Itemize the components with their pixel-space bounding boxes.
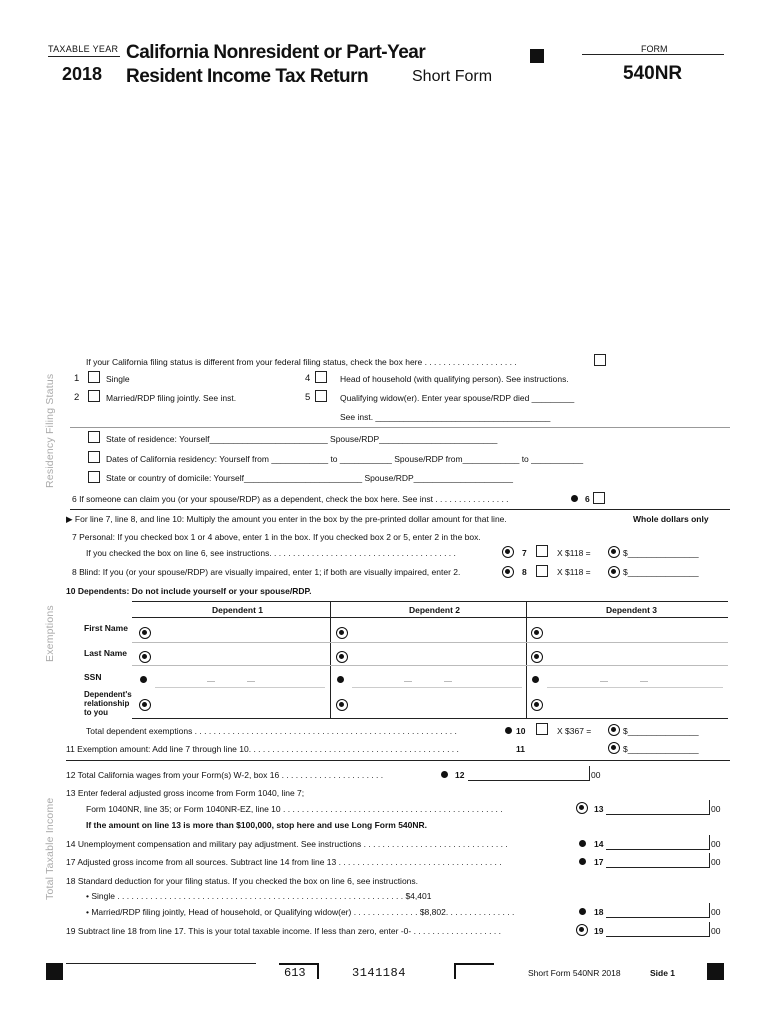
line12-amount-field[interactable] [468, 780, 590, 781]
line11-number: 11 [516, 744, 525, 754]
domicile-checkbox[interactable] [88, 471, 100, 483]
first-name-row[interactable] [132, 642, 728, 643]
line8-text: 8 Blind: If you (or your spouse/RDP) are visually impaired, enter 1; if both are visually impaired, enter 2. [72, 567, 461, 577]
line8-number: 8 [522, 567, 527, 577]
relationship-label: Dependent's relationship to you [84, 690, 132, 717]
line7-subtext: If you checked the box on line 6, see instructions. . . . . . . . . . . . . . . . . . . . . . . . . . . . . . . . . . . . . . . . [86, 548, 456, 558]
target-icon [608, 724, 620, 736]
bullet-icon [140, 676, 147, 683]
line19-cents: 00 [711, 926, 721, 936]
total-dependents-text: Total dependent exemptions . . . . . . . . . . . . . . . . . . . . . . . . . . . . . . . . . . . . . . . . . . . . . . . . . . . . . . . . [86, 726, 457, 736]
target-icon [139, 627, 151, 639]
line19-amount-field[interactable] [606, 936, 710, 937]
line13-warning: If the amount on line 13 is more than $100,000, stop here and use Long Form 540NR. [86, 820, 428, 830]
tax-year: 2018 [62, 64, 103, 84]
line10-amount-field[interactable]: $_______________ [623, 726, 699, 736]
line10-number: 10 [516, 726, 526, 736]
barcode-number: 3141184 [352, 966, 406, 980]
line17-number: 17 [594, 857, 604, 867]
target-icon [576, 802, 588, 814]
dependent3-ssn-field[interactable] [547, 687, 723, 688]
dependent2-ssn-field[interactable] [352, 687, 522, 688]
line8-amount-field[interactable]: $_______________ [623, 567, 699, 577]
line13-amount-field[interactable] [606, 814, 710, 815]
target-icon [576, 924, 588, 936]
footer-form-name: Short Form 540NR 2018 [528, 968, 621, 978]
line14-cents: 00 [711, 839, 721, 849]
form-code: 613 [284, 966, 306, 980]
line18-amount-field[interactable] [606, 917, 710, 918]
line19-number: 19 [594, 926, 604, 936]
line14-number: 14 [594, 839, 604, 849]
line11-amount-field[interactable]: $_______________ [623, 744, 699, 754]
filing-status-intro: If your California filing status is different from your federal filing status, check the box here . . . . . . . . . . . . . . . . . . . . [86, 357, 517, 367]
line8-multiplier: X $118 = [557, 567, 591, 577]
dependent1-ssn-field[interactable] [155, 687, 325, 688]
line13-text: 13 Enter federal adjusted gross income from Form 1040, line 7; [66, 788, 305, 798]
registration-mark [530, 49, 544, 63]
line10-heading: 10 Dependents: Do not include yourself or your spouse/RDP. [66, 586, 312, 596]
side-label-taxable-income: Total Taxable Income [44, 797, 56, 900]
state-of-residence-field[interactable]: State of residence: Yourself_________________________ Spouse/RDP_________________________ [106, 434, 498, 444]
taxable-year-label: TAXABLE YEAR [48, 44, 119, 54]
line5-number: 5 [305, 392, 311, 403]
line19-text: 19 Subtract line 18 from line 17. This is your total taxable income. If less than zero, enter -0- . . . . . . . . . . . . . . . . . . . [66, 926, 501, 936]
line17-text: 17 Adjusted gross income from all sources. Subtract line 14 from line 13 . . . . . . . . . . . . . . . . . . . . . . . . . . . . . . . . . . . [66, 857, 502, 867]
line17-amount-field[interactable] [606, 867, 710, 868]
line13-number: 13 [594, 804, 604, 814]
relationship-row[interactable] [132, 718, 728, 719]
see-instructions-field[interactable]: See inst. _____________________________________ [340, 412, 551, 422]
line18-text: 18 Standard deduction for your filing status. If you checked the box on line 6, see instructions. [66, 876, 419, 886]
side-label-exemptions: Exemptions [44, 605, 56, 662]
dependent2-header: Dependent 2 [409, 605, 461, 615]
head-of-household-label: Head of household (with qualifying person). See instructions. [340, 374, 569, 384]
line18-single: • Single . . . . . . . . . . . . . . . . . . . . . . . . . . . . . . . . . . . . . . . . . . . . . . . . . . . . . . . . . . . . . $4,401 [86, 891, 432, 901]
target-icon [502, 566, 514, 578]
target-icon [502, 546, 514, 558]
line11-text: 11 Exemption amount: Add line 7 through line 10. . . . . . . . . . . . . . . . . . . . . . . . . . . . . . . . . . . . . . . . . . . . . [66, 744, 459, 754]
line10-multiplier: X $367 = [557, 726, 592, 736]
line13-subtext: Form 1040NR, line 35; or Form 1040NR-EZ, line 10 . . . . . . . . . . . . . . . . . . . . . . . . . . . . . . . . . . . . . . . . . . . . . . . [86, 804, 503, 814]
dependent1-header: Dependent 1 [212, 605, 264, 615]
target-icon [608, 742, 620, 754]
bullet-icon [532, 676, 539, 683]
whole-dollars-label: Whole dollars only [633, 514, 709, 524]
exemption-instruction: ▶ For line 7, line 8, and line 10: Multiply the amount you enter in the box by the pre-printed dollar amount for that line. [66, 514, 507, 524]
line2-number: 2 [74, 392, 80, 403]
line18-number: 18 [594, 907, 604, 917]
residency-dates-field[interactable]: Dates of California residency: Yourself from ____________ to ___________ Spouse/RDP from____________ to ___________ [106, 454, 584, 464]
line8-count-box[interactable] [536, 565, 548, 577]
bullet-icon [579, 908, 586, 915]
target-icon [336, 651, 348, 663]
target-icon [608, 546, 620, 558]
state-of-residence-checkbox[interactable] [88, 431, 100, 443]
line7-count-box[interactable] [536, 545, 548, 557]
bullet-icon [579, 858, 586, 865]
line7-text: 7 Personal: If you checked box 1 or 4 above, enter 1 in the box. If you checked box 2 or 5, enter 2 in the box. [72, 532, 481, 542]
last-name-label: Last Name [84, 648, 127, 658]
residency-dates-checkbox[interactable] [88, 451, 100, 463]
line10-count-box[interactable] [536, 723, 548, 735]
target-icon [531, 627, 543, 639]
target-icon [139, 651, 151, 663]
line7-multiplier: X $118 = [557, 548, 591, 558]
line7-amount-field[interactable]: $_______________ [623, 548, 699, 558]
line14-amount-field[interactable] [606, 849, 710, 850]
line4-number: 4 [305, 373, 311, 384]
side-label-filing-status: Residency Filing Status [44, 373, 56, 488]
dependent-claim-checkbox[interactable] [593, 492, 605, 504]
line18-cents: 00 [711, 907, 721, 917]
form-label: FORM [641, 44, 668, 54]
form-title-line2: Resident Income Tax Return [126, 66, 369, 87]
line6-number: 6 [585, 494, 590, 504]
short-form-label: Short Form [412, 68, 493, 85]
bullet-icon [441, 771, 448, 778]
target-icon [531, 651, 543, 663]
line6-text: 6 If someone can claim you (or your spouse/RDP) as a dependent, check the box here. See inst . . . . . . . . . . . . . . . . [72, 494, 509, 504]
bullet-icon [337, 676, 344, 683]
bullet-icon [579, 840, 586, 847]
registration-mark [46, 963, 63, 980]
line17-cents: 00 [711, 857, 721, 867]
married-filing-jointly-checkbox[interactable] [88, 390, 100, 402]
target-icon [336, 627, 348, 639]
registration-mark [707, 963, 724, 980]
bullet-icon [571, 495, 578, 502]
footer-side: Side 1 [650, 968, 676, 978]
filing-status-differs-checkbox[interactable] [594, 354, 606, 366]
line14-text: 14 Unemployment compensation and military pay adjustment. See instructions . . . . . . . . . . . . . . . . . . . . . . . . . . . . . . . [66, 839, 508, 849]
married-filing-jointly-label: Married/RDP filing jointly. See inst. [106, 393, 237, 403]
qualifying-widow-checkbox[interactable] [315, 390, 327, 402]
first-name-label: First Name [84, 623, 128, 633]
line1-number: 1 [74, 373, 80, 384]
form-number: 540NR [623, 63, 683, 84]
line7-number: 7 [522, 548, 527, 558]
ssn-label: SSN [84, 672, 102, 682]
target-icon [139, 699, 151, 711]
head-of-household-checkbox[interactable] [315, 371, 327, 383]
target-icon [336, 699, 348, 711]
single-checkbox[interactable] [88, 371, 100, 383]
line13-cents: 00 [711, 804, 721, 814]
line12-text: 12 Total California wages from your Form(s) W-2, box 16 . . . . . . . . . . . . . . . . . . . . . . [66, 770, 384, 780]
line18-married: • Married/RDP filing jointly, Head of household, or Qualifying widow(er) . . . . . . . . . . . . . . $8,802. . . . . . . . . . . . . . . [86, 907, 515, 917]
form-title-line1: California Nonresident or Part-Year [126, 42, 426, 63]
target-icon [608, 566, 620, 578]
dependent3-header: Dependent 3 [606, 605, 658, 615]
qualifying-widow-label[interactable]: Qualifying widow(er). Enter year spouse/RDP died _________ [340, 393, 575, 403]
last-name-row[interactable] [132, 665, 728, 666]
single-label: Single [106, 374, 130, 384]
target-icon [531, 699, 543, 711]
line12-cents: 00 [591, 770, 601, 780]
bullet-icon [505, 727, 512, 734]
line12-number: 12 [455, 770, 465, 780]
domicile-field[interactable]: State or country of domicile: Yourself_________________________ Spouse/RDP_____________________ [106, 473, 513, 483]
